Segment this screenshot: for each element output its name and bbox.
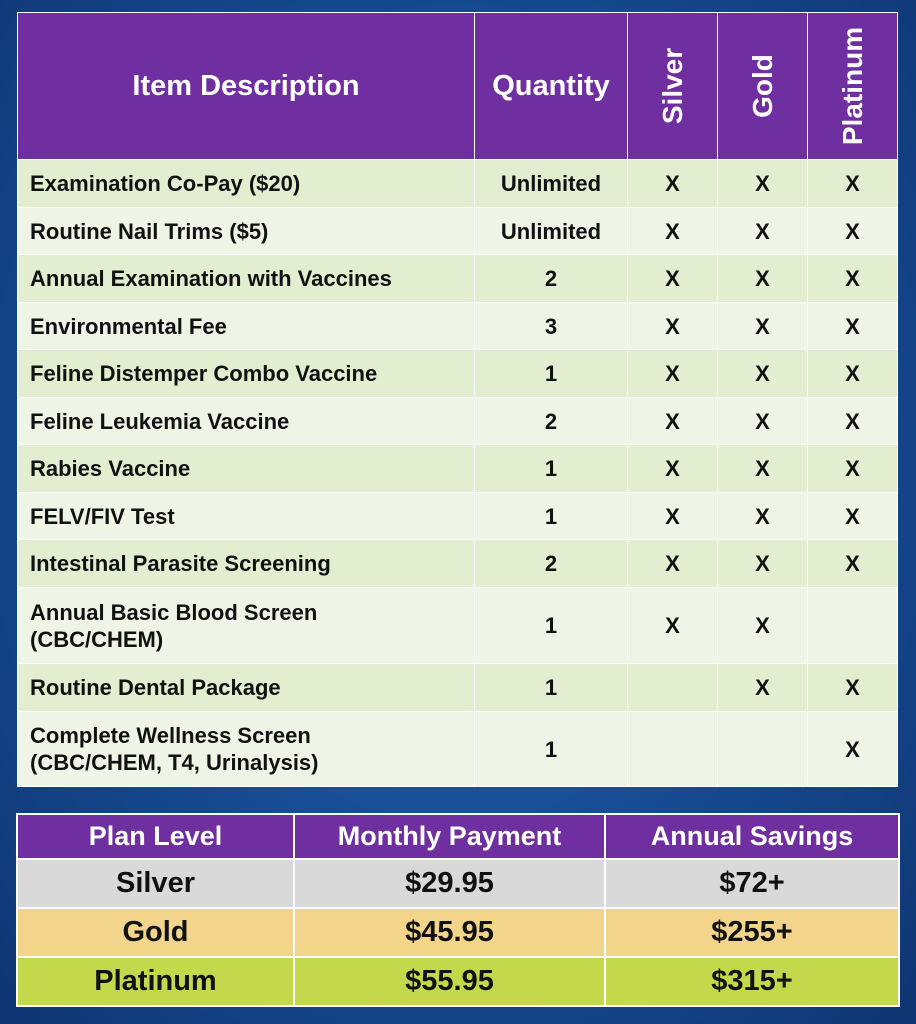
item-description: Rabies Vaccine bbox=[18, 445, 475, 493]
header-quantity: Quantity bbox=[475, 13, 628, 160]
annual-savings: $315+ bbox=[605, 957, 899, 1006]
item-quantity: 1 bbox=[475, 445, 628, 493]
monthly-payment: $45.95 bbox=[294, 908, 605, 957]
item-description: FELV/FIV Test bbox=[18, 493, 475, 540]
table-row bbox=[18, 303, 898, 350]
silver-mark: X bbox=[628, 160, 718, 208]
table-row bbox=[18, 160, 898, 208]
table-row bbox=[18, 398, 898, 445]
platinum-mark: X bbox=[808, 398, 898, 445]
silver-mark: X bbox=[628, 350, 718, 398]
silver-mark: X bbox=[628, 255, 718, 303]
platinum-mark: X bbox=[808, 208, 898, 255]
platinum-mark: X bbox=[808, 712, 898, 787]
header-platinum-label: Platinum bbox=[836, 26, 868, 146]
plan-level: Gold bbox=[17, 908, 294, 957]
gold-mark bbox=[718, 712, 808, 787]
platinum-mark bbox=[808, 588, 898, 664]
table-row bbox=[18, 255, 898, 303]
gold-mark: X bbox=[718, 540, 808, 588]
table-row bbox=[18, 664, 898, 712]
header-silver bbox=[628, 13, 718, 160]
plan-row-silver bbox=[17, 859, 899, 908]
item-description-cell bbox=[18, 712, 475, 787]
silver-mark: X bbox=[628, 398, 718, 445]
monthly-payment: $55.95 bbox=[294, 957, 605, 1006]
table-row bbox=[18, 350, 898, 398]
item-description: Routine Nail Trims ($5) bbox=[18, 208, 475, 255]
header-item-description: Item Description bbox=[18, 13, 475, 160]
monthly-payment: $29.95 bbox=[294, 859, 605, 908]
features-header-row bbox=[18, 13, 898, 160]
platinum-mark: X bbox=[808, 445, 898, 493]
header-monthly-payment: Monthly Payment bbox=[294, 814, 605, 859]
plan-level: Silver bbox=[17, 859, 294, 908]
item-description: Feline Leukemia Vaccine bbox=[18, 398, 475, 445]
annual-savings: $255+ bbox=[605, 908, 899, 957]
table-row bbox=[18, 588, 898, 664]
item-quantity: 1 bbox=[475, 712, 628, 787]
item-quantity: 2 bbox=[475, 398, 628, 445]
item-description: Feline Distemper Combo Vaccine bbox=[18, 350, 475, 398]
item-description: Examination Co-Pay ($20) bbox=[18, 160, 475, 208]
platinum-mark: X bbox=[808, 664, 898, 712]
silver-mark: X bbox=[628, 445, 718, 493]
platinum-mark: X bbox=[808, 255, 898, 303]
item-description: Routine Dental Package bbox=[18, 664, 475, 712]
annual-savings: $72+ bbox=[605, 859, 899, 908]
gold-mark: X bbox=[718, 398, 808, 445]
plan-pricing-table bbox=[16, 813, 900, 1007]
item-quantity: Unlimited bbox=[475, 160, 628, 208]
item-description-cell bbox=[18, 588, 475, 664]
gold-mark: X bbox=[718, 445, 808, 493]
gold-mark: X bbox=[718, 350, 808, 398]
gold-mark: X bbox=[718, 664, 808, 712]
item-description: Annual Examination with Vaccines bbox=[18, 255, 475, 303]
item-quantity: 1 bbox=[475, 664, 628, 712]
platinum-mark: X bbox=[808, 160, 898, 208]
silver-mark bbox=[628, 664, 718, 712]
item-description: Complete Wellness Screen bbox=[30, 723, 311, 748]
header-gold bbox=[718, 13, 808, 160]
item-quantity: Unlimited bbox=[475, 208, 628, 255]
gold-mark: X bbox=[718, 208, 808, 255]
plan-level: Platinum bbox=[17, 957, 294, 1006]
gold-mark: X bbox=[718, 160, 808, 208]
item-description-detail: (CBC/CHEM) bbox=[30, 626, 164, 652]
item-quantity: 3 bbox=[475, 303, 628, 350]
item-quantity: 1 bbox=[475, 350, 628, 398]
table-row bbox=[18, 445, 898, 493]
pricing-header-row bbox=[17, 814, 899, 859]
silver-mark: X bbox=[628, 540, 718, 588]
item-quantity: 1 bbox=[475, 588, 628, 664]
table-row bbox=[18, 208, 898, 255]
item-quantity: 2 bbox=[475, 255, 628, 303]
platinum-mark: X bbox=[808, 540, 898, 588]
silver-mark: X bbox=[628, 493, 718, 540]
gold-mark: X bbox=[718, 493, 808, 540]
platinum-mark: X bbox=[808, 493, 898, 540]
table-row bbox=[18, 712, 898, 787]
header-platinum bbox=[808, 13, 898, 160]
plan-row-platinum bbox=[17, 957, 899, 1006]
item-description-detail: (CBC/CHEM, T4, Urinalysis) bbox=[30, 750, 319, 775]
silver-mark: X bbox=[628, 588, 718, 664]
silver-mark bbox=[628, 712, 718, 787]
header-silver-label: Silver bbox=[656, 47, 688, 125]
gold-mark: X bbox=[718, 588, 808, 664]
gold-mark: X bbox=[718, 303, 808, 350]
platinum-mark: X bbox=[808, 350, 898, 398]
header-annual-savings: Annual Savings bbox=[605, 814, 899, 859]
header-gold-label: Gold bbox=[746, 54, 778, 118]
platinum-mark: X bbox=[808, 303, 898, 350]
item-quantity: 2 bbox=[475, 540, 628, 588]
table-row bbox=[18, 493, 898, 540]
silver-mark: X bbox=[628, 303, 718, 350]
plan-features-table bbox=[17, 12, 898, 787]
gold-mark: X bbox=[718, 255, 808, 303]
header-plan-level: Plan Level bbox=[17, 814, 294, 859]
plan-row-gold bbox=[17, 908, 899, 957]
item-quantity: 1 bbox=[475, 493, 628, 540]
item-description: Intestinal Parasite Screening bbox=[18, 540, 475, 588]
silver-mark: X bbox=[628, 208, 718, 255]
item-description: Environmental Fee bbox=[18, 303, 475, 350]
item-description: Annual Basic Blood Screen bbox=[30, 599, 318, 625]
table-row bbox=[18, 540, 898, 588]
